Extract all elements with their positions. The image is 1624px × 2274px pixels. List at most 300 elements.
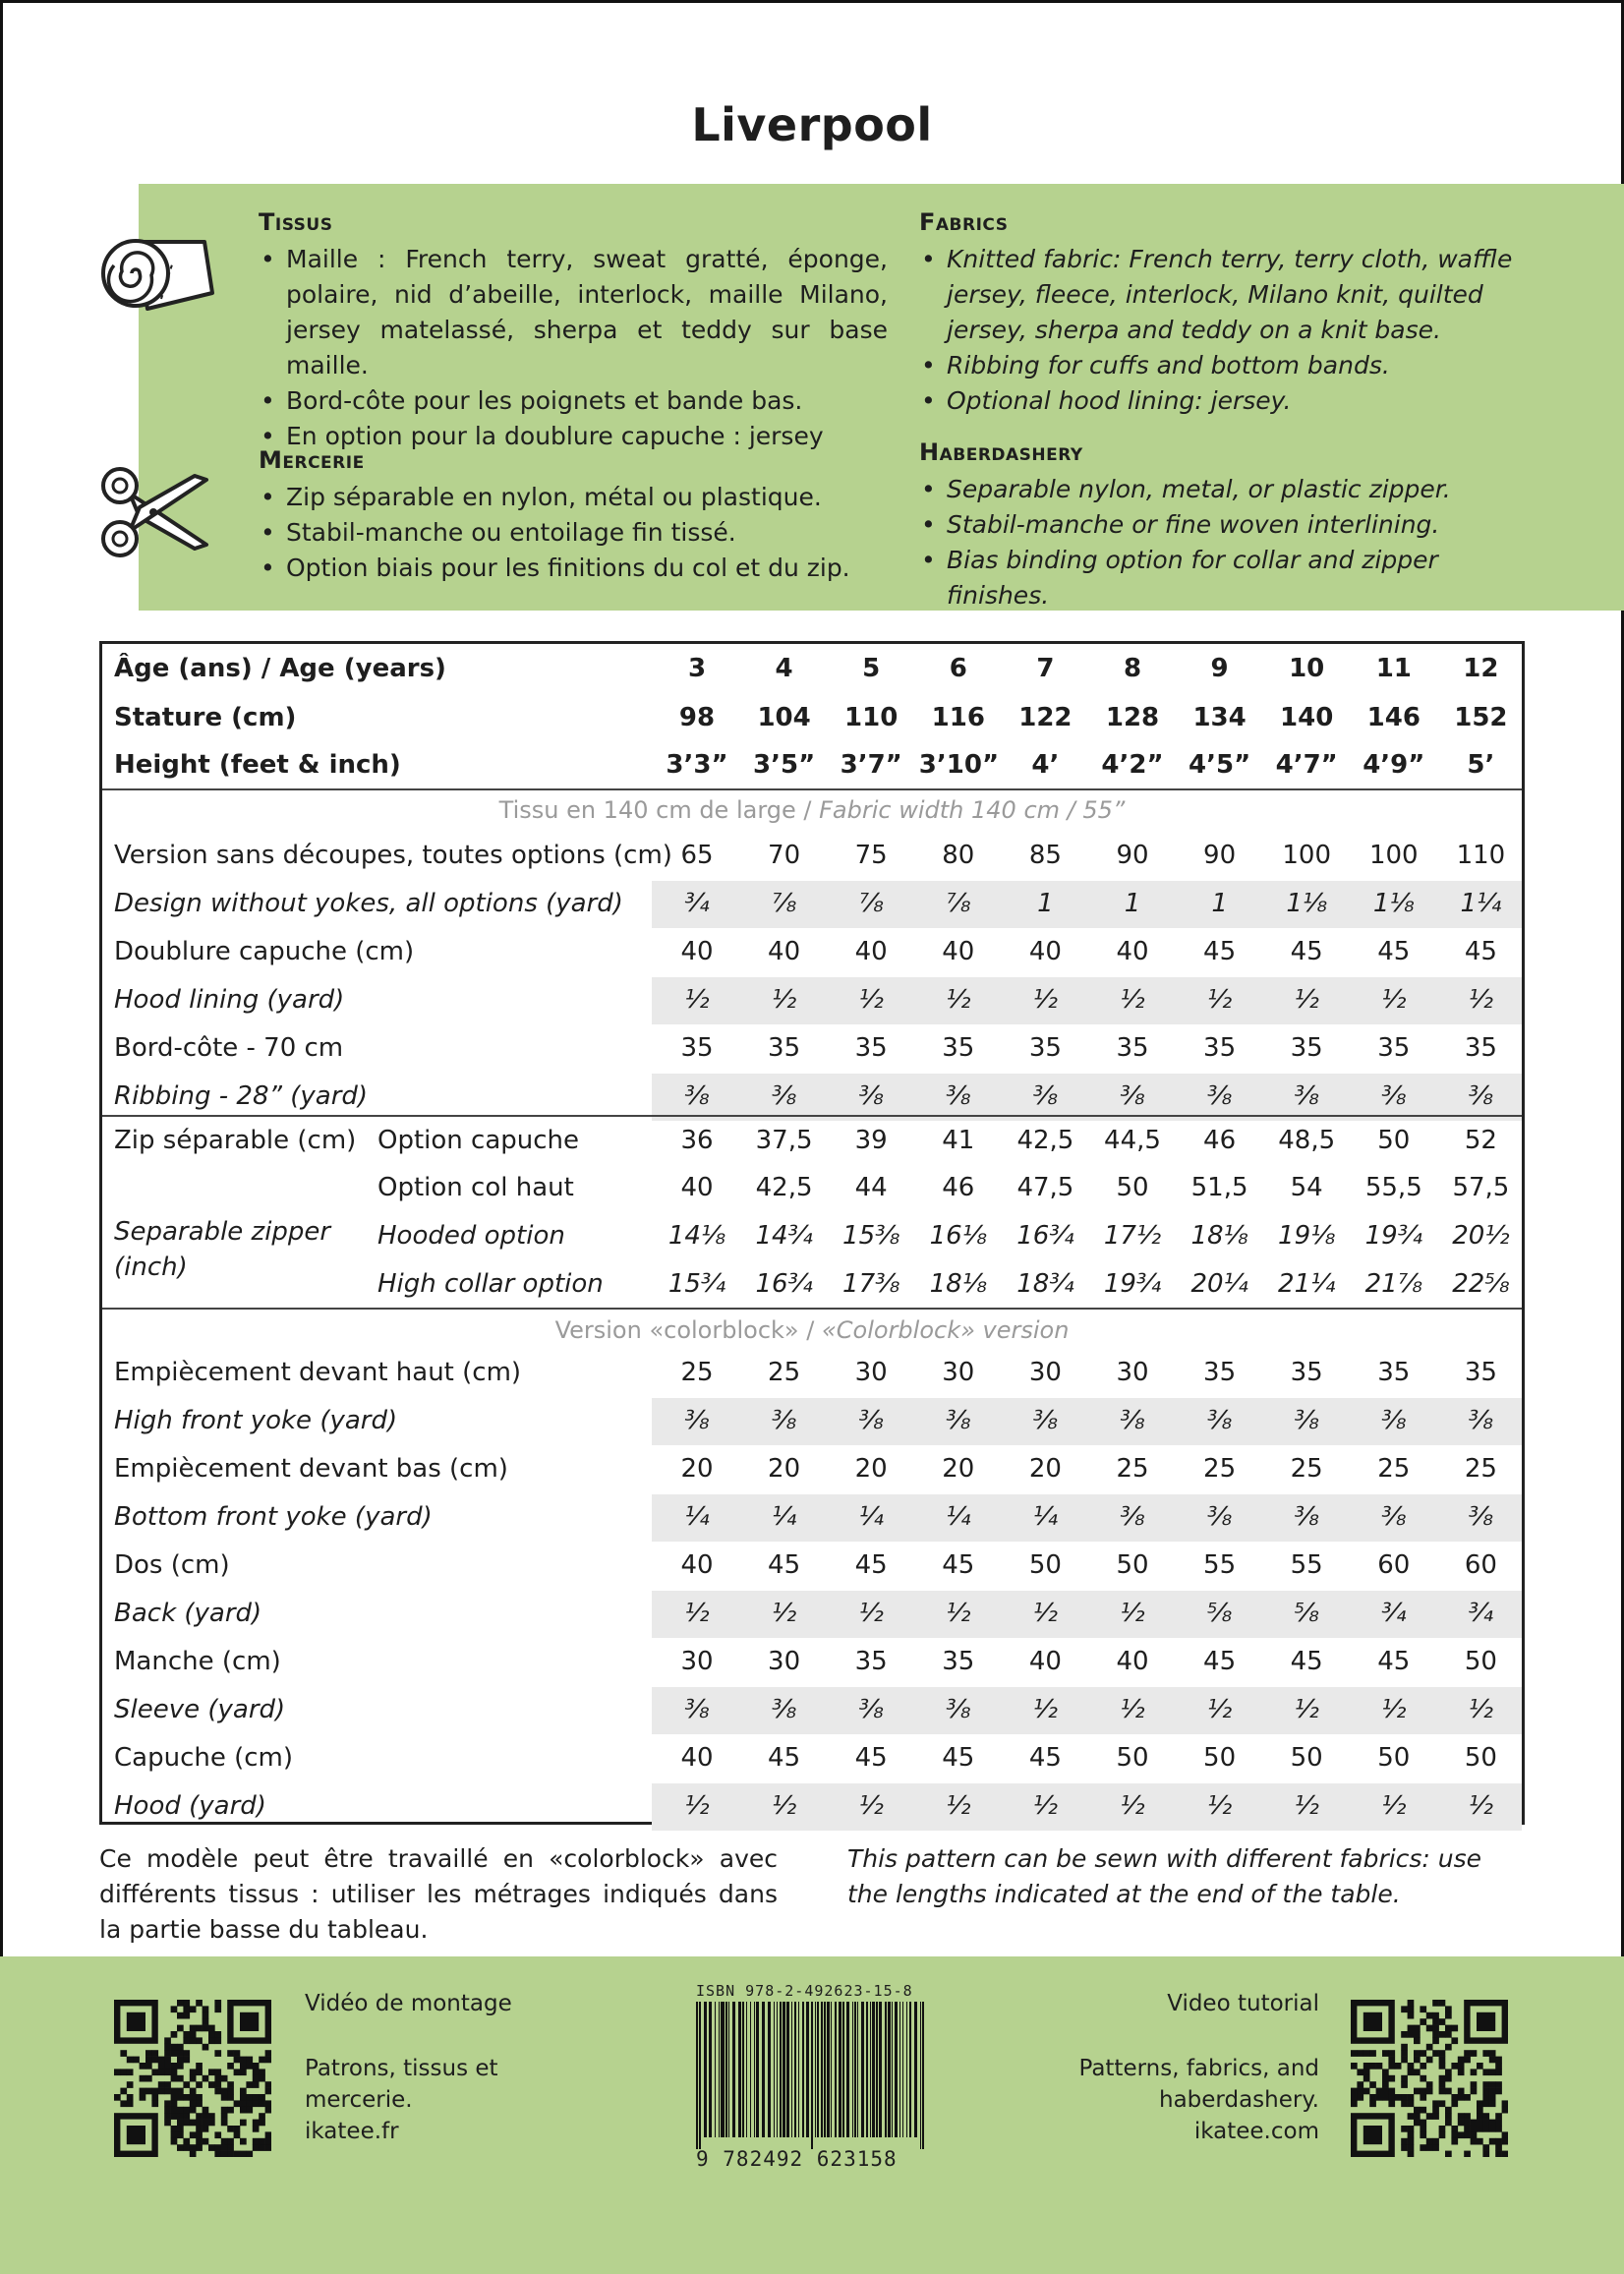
row-cell: ⅜ [1381, 1081, 1407, 1111]
row-cell: 100 [1368, 841, 1419, 870]
zip-row-cell: 20½ [1452, 1221, 1510, 1251]
tissus-section [259, 208, 888, 454]
row-label: Sleeve (yard) [114, 1695, 286, 1724]
header-cell: 3’10” [918, 750, 1000, 780]
zip-row-cell: 19⅛ [1278, 1221, 1336, 1251]
zip-row-cell: 46 [1203, 1126, 1237, 1155]
row-cell: ¼ [858, 1502, 884, 1532]
row-cell: ⅜ [1294, 1081, 1319, 1111]
row-label: Doublure capuche (cm) [114, 937, 415, 966]
row-cell: ⅞ [771, 889, 797, 918]
zip-row-cell: 50 [1377, 1126, 1411, 1155]
row-cell: ½ [684, 1791, 710, 1821]
row-cell: ⅜ [1468, 1502, 1493, 1532]
row-cell: 50 [1464, 1743, 1497, 1773]
table-divider [102, 788, 1522, 790]
zip-row-cell: 48,5 [1278, 1126, 1336, 1155]
row-cell: 65 [680, 841, 714, 870]
header-cell: 152 [1454, 703, 1508, 732]
row-cell: 35 [768, 1033, 801, 1063]
row-cell: 1 [1124, 889, 1141, 918]
row-cell: 45 [768, 1743, 801, 1773]
row-cell: ½ [1032, 985, 1058, 1015]
zip-row-cell: 54 [1290, 1173, 1323, 1202]
fabric-roll-icon [96, 222, 214, 321]
row-cell: 25 [1464, 1454, 1497, 1484]
section-title-fabric-width [102, 796, 1522, 824]
row-cell: 110 [1456, 841, 1506, 870]
row-label: High front yoke (yard) [114, 1406, 398, 1435]
row-label: Dos (cm) [114, 1550, 230, 1580]
footer-left-text [305, 1988, 600, 2147]
row-cell: 45 [1290, 937, 1323, 966]
zip-row-cell: 52 [1464, 1126, 1497, 1155]
row-cell: 40 [1116, 1647, 1149, 1676]
haberdashery-heading: Haberdashery [919, 438, 1083, 466]
row-cell: ⅜ [1120, 1502, 1145, 1532]
row-cell: ½ [1468, 1695, 1493, 1724]
header-cell: 11 [1375, 654, 1412, 683]
row-cell: 35 [1464, 1358, 1497, 1387]
row-cell: ⅜ [858, 1081, 884, 1111]
row-cell: ½ [771, 985, 797, 1015]
section-title-en: Fabric width 140 cm / 55” [819, 796, 1126, 824]
zip-label-inch: Separable zipper (inch) [114, 1217, 331, 1282]
row-cell: ¾ [1381, 1599, 1407, 1628]
zip-row-cell: 42,5 [1016, 1126, 1074, 1155]
row-cell: 45 [1028, 1743, 1062, 1773]
row-cell: 1⅛ [1286, 889, 1328, 918]
row-cell: 90 [1116, 841, 1149, 870]
header-cell: 146 [1366, 703, 1421, 732]
header-cell: 4 [775, 654, 793, 683]
row-cell: ½ [1381, 1791, 1407, 1821]
row-cell: 55 [1203, 1550, 1237, 1580]
video-link-fr[interactable]: Vidéo de montage [305, 1991, 512, 2016]
row-cell: ⅜ [684, 1406, 710, 1435]
row-cell: ⅜ [1294, 1502, 1319, 1532]
zip-option-label: Hooded option [377, 1221, 565, 1251]
row-cell: 40 [854, 937, 888, 966]
zip-row-cell: 18⅛ [1190, 1221, 1248, 1251]
header-cell: 8 [1123, 654, 1142, 683]
row-cell: 60 [1464, 1550, 1497, 1580]
row-cell: 35 [1377, 1033, 1411, 1063]
row-cell: 40 [680, 1743, 714, 1773]
row-cell: ⅜ [946, 1695, 971, 1724]
row-cell: ½ [684, 985, 710, 1015]
row-cell: 25 [1377, 1454, 1411, 1484]
row-cell: ⅝ [1206, 1599, 1233, 1628]
row-label: Hood lining (yard) [114, 985, 345, 1015]
row-cell: 50 [1464, 1647, 1497, 1676]
fabrics-item: • Optional hood lining: jersey. [919, 383, 1534, 419]
row-cell: 40 [680, 937, 714, 966]
fabrics-item: • Ribbing for cuffs and bottom bands. [919, 348, 1534, 383]
row-cell: ⅜ [771, 1406, 797, 1435]
row-cell: 25 [768, 1358, 801, 1387]
barcode-number: 9 782492 623158 [696, 2147, 898, 2171]
row-cell: ⅜ [946, 1081, 971, 1111]
row-cell: ⅜ [684, 1695, 710, 1724]
zip-row-cell: 39 [854, 1126, 888, 1155]
header-label: Âge (ans) / Age (years) [114, 654, 446, 683]
zip-row-cell: 44 [854, 1173, 888, 1202]
row-cell: ½ [1032, 1599, 1058, 1628]
row-label: Empiècement devant haut (cm) [114, 1358, 522, 1387]
zip-row-cell: 51,5 [1190, 1173, 1248, 1202]
zip-row-cell: 19¾ [1103, 1269, 1162, 1299]
barcode [696, 2002, 928, 2149]
row-cell: 35 [942, 1033, 975, 1063]
row-cell: ½ [946, 1791, 971, 1821]
row-cell: 80 [942, 841, 975, 870]
row-cell: 45 [942, 1550, 975, 1580]
zip-row-cell: 15¾ [667, 1269, 726, 1299]
row-cell: 40 [680, 1550, 714, 1580]
row-cell: ½ [1120, 985, 1145, 1015]
row-label: Bottom front yoke (yard) [114, 1502, 433, 1532]
row-cell: 35 [942, 1647, 975, 1676]
page-title: Liverpool [691, 98, 933, 151]
row-cell: 35 [1203, 1358, 1237, 1387]
zip-row-cell: 55,5 [1364, 1173, 1422, 1202]
row-cell: 35 [1290, 1033, 1323, 1063]
row-cell: 30 [942, 1358, 975, 1387]
row-cell: ⅜ [1206, 1406, 1233, 1435]
row-cell: 40 [768, 937, 801, 966]
row-cell: 35 [854, 1033, 888, 1063]
row-cell: ⅜ [1468, 1081, 1493, 1111]
mercerie-item: • Stabil-manche ou entoilage fin tissé. [259, 515, 888, 551]
row-cell: 35 [680, 1033, 714, 1063]
row-cell: ⅜ [1032, 1406, 1058, 1435]
zip-row-cell: 18¾ [1016, 1269, 1074, 1299]
size-table [99, 641, 1525, 1825]
zip-row-cell: 42,5 [755, 1173, 813, 1202]
zip-row-cell: 16⅛ [929, 1221, 987, 1251]
row-cell: ⅜ [1032, 1081, 1058, 1111]
haberdashery-item: • Bias binding option for collar and zipper finishes. [919, 543, 1538, 613]
row-cell: ½ [684, 1599, 710, 1628]
mercerie-heading: Mercerie [259, 446, 365, 474]
row-label: Manche (cm) [114, 1647, 281, 1676]
row-cell: ⅜ [1381, 1406, 1407, 1435]
row-cell: ½ [1120, 1791, 1145, 1821]
row-cell: 25 [1290, 1454, 1323, 1484]
zip-row-cell: 36 [680, 1126, 714, 1155]
footer-left-line2: mercerie. [305, 2087, 413, 2113]
row-label: Back (yard) [114, 1599, 262, 1628]
row-cell: 40 [942, 937, 975, 966]
zip-row-cell: 18⅛ [929, 1269, 987, 1299]
qr-code-right[interactable] [1351, 2000, 1508, 2157]
zip-row-cell: 20¼ [1190, 1269, 1248, 1299]
row-label: Design without yokes, all options (yard) [114, 889, 623, 918]
row-label: Ribbing - 28” (yard) [114, 1081, 369, 1111]
row-cell: ½ [1206, 1791, 1233, 1821]
row-cell: 1 [1211, 889, 1228, 918]
section-title-fr: Version «colorblock» / [554, 1316, 822, 1344]
row-cell: 40 [1028, 937, 1062, 966]
section-title-en: «Colorblock» version [821, 1316, 1070, 1344]
zip-row-cell: 22⅝ [1452, 1269, 1510, 1299]
header-cell: 116 [931, 703, 985, 732]
row-cell: 40 [1028, 1647, 1062, 1676]
header-cell: 110 [844, 703, 899, 732]
table-divider [102, 1308, 1522, 1310]
row-cell: ⅜ [771, 1695, 797, 1724]
header-cell: 98 [678, 703, 716, 732]
row-cell: ¼ [771, 1502, 797, 1532]
zip-option-label: Option col haut [377, 1173, 574, 1202]
row-cell: 45 [1203, 1647, 1237, 1676]
row-cell: 50 [1028, 1550, 1062, 1580]
row-cell: ¼ [946, 1502, 971, 1532]
row-cell: ½ [1381, 1695, 1407, 1724]
header-cell: 9 [1210, 654, 1229, 683]
fabrics-section [919, 208, 1534, 419]
row-cell: ½ [1120, 1599, 1145, 1628]
row-cell: 30 [854, 1358, 888, 1387]
zip-row-cell: 16¾ [1016, 1221, 1074, 1251]
website-en[interactable]: ikatee.com [1193, 2119, 1319, 2144]
row-cell: ½ [1294, 1695, 1319, 1724]
row-cell: ⅜ [1381, 1502, 1407, 1532]
row-cell: ½ [1294, 1791, 1319, 1821]
row-cell: 35 [1377, 1358, 1411, 1387]
row-cell: ½ [858, 1599, 884, 1628]
row-cell: ⅞ [946, 889, 971, 918]
row-cell: 45 [1377, 1647, 1411, 1676]
row-cell: 50 [1290, 1743, 1323, 1773]
header-cell: 134 [1192, 703, 1247, 732]
row-cell: 70 [768, 841, 801, 870]
zip-option-label: Option capuche [377, 1126, 580, 1155]
row-cell: 45 [1203, 937, 1237, 966]
haberdashery-item: • Stabil-manche or fine woven interlining. [919, 507, 1538, 543]
zip-row-cell: 44,5 [1104, 1126, 1161, 1155]
row-cell: ⅜ [1120, 1406, 1145, 1435]
row-cell: 35 [1028, 1033, 1062, 1063]
header-cell: 4’5” [1189, 750, 1251, 780]
row-cell: ½ [1032, 1695, 1058, 1724]
row-cell: 50 [1377, 1743, 1411, 1773]
row-label: Bord-côte - 70 cm [114, 1033, 344, 1063]
row-cell: 25 [680, 1358, 714, 1387]
row-cell: ⅜ [858, 1695, 884, 1724]
header-cell: 5’ [1467, 750, 1495, 780]
header-cell: 4’7” [1275, 750, 1338, 780]
zip-row-cell: 47,5 [1016, 1173, 1074, 1202]
row-cell: ⅜ [1468, 1406, 1493, 1435]
row-cell: ½ [771, 1599, 797, 1628]
footer-left-line1: Patrons, tissus et [305, 2056, 498, 2081]
row-cell: 30 [1028, 1358, 1062, 1387]
row-cell: 25 [1116, 1454, 1149, 1484]
tissus-item: • En option pour la doublure capuche : jersey [259, 419, 888, 454]
header-label: Stature (cm) [114, 703, 297, 732]
zip-row-cell: 57,5 [1452, 1173, 1510, 1202]
row-cell: 35 [1464, 1033, 1497, 1063]
row-cell: ⅜ [684, 1081, 710, 1111]
haberdashery-item: • Separable nylon, metal, or plastic zipper. [919, 472, 1538, 507]
row-cell: 45 [1377, 937, 1411, 966]
row-cell: ½ [1468, 1791, 1493, 1821]
row-cell: 85 [1028, 841, 1062, 870]
row-cell: ⅜ [1120, 1081, 1145, 1111]
row-cell: 50 [1203, 1743, 1237, 1773]
header-cell: 12 [1463, 654, 1499, 683]
header-cell: 128 [1105, 703, 1160, 732]
row-cell: ¼ [684, 1502, 710, 1532]
fabrics-heading: Fabrics [919, 208, 1009, 236]
row-cell: ½ [858, 985, 884, 1015]
row-cell: ½ [858, 1791, 884, 1821]
zip-option-label: High collar option [377, 1269, 604, 1299]
zip-row-cell: 21¼ [1278, 1269, 1336, 1299]
row-cell: 20 [854, 1454, 888, 1484]
zip-row-cell: 50 [1116, 1173, 1149, 1202]
row-cell: ½ [1206, 1695, 1233, 1724]
table-divider [102, 1115, 1522, 1117]
row-cell: 45 [942, 1743, 975, 1773]
row-cell: ½ [946, 1599, 971, 1628]
row-cell: ⅝ [1294, 1599, 1319, 1628]
row-cell: ¾ [1468, 1599, 1493, 1628]
zip-row-cell: 19¾ [1364, 1221, 1422, 1251]
row-cell: ½ [771, 1791, 797, 1821]
header-cell: 5 [862, 654, 881, 683]
row-cell: ½ [946, 985, 971, 1015]
row-cell: 20 [1028, 1454, 1062, 1484]
header-cell: 104 [757, 703, 811, 732]
row-cell: 1¼ [1460, 889, 1502, 918]
haberdashery-section [919, 438, 1538, 613]
header-cell: 140 [1280, 703, 1334, 732]
row-cell: ½ [1294, 985, 1319, 1015]
header-cell: 4’2” [1101, 750, 1164, 780]
tissus-heading: Tissus [259, 208, 333, 236]
header-label: Height (feet & inch) [114, 750, 401, 780]
row-cell: 40 [1116, 937, 1149, 966]
zip-row-cell: 21⅞ [1364, 1269, 1422, 1299]
qr-code-left[interactable] [114, 2000, 271, 2157]
row-cell: 20 [680, 1454, 714, 1484]
row-cell: 90 [1203, 841, 1237, 870]
row-cell: ⅜ [1206, 1502, 1233, 1532]
row-cell: 45 [768, 1550, 801, 1580]
header-cell: 3’3” [666, 750, 728, 780]
header-cell: 3 [687, 654, 707, 683]
website-fr[interactable]: ikatee.fr [305, 2119, 399, 2144]
row-label: Hood (yard) [114, 1791, 266, 1821]
row-cell: ⅞ [858, 889, 884, 918]
row-cell: ½ [1032, 1791, 1058, 1821]
zip-label-cm: Zip séparable (cm) [114, 1126, 357, 1155]
header-cell: 4’ [1031, 750, 1060, 780]
row-cell: 55 [1290, 1550, 1323, 1580]
row-cell: 50 [1116, 1743, 1149, 1773]
row-cell: 45 [854, 1550, 888, 1580]
zip-row-cell: 40 [680, 1173, 714, 1202]
zip-row-cell: 17⅜ [842, 1269, 900, 1299]
header-cell: 7 [1036, 654, 1055, 683]
zip-row-cell: 14⅛ [667, 1221, 726, 1251]
row-cell: 30 [680, 1647, 714, 1676]
colorblock-note-en: This pattern can be sewn with different fabrics: use the lengths indicated at the end of the table. [847, 1844, 1482, 1908]
row-cell: 20 [768, 1454, 801, 1484]
row-cell: ⅜ [858, 1406, 884, 1435]
mercerie-item: • Zip séparable en nylon, métal ou plastique. [259, 480, 888, 515]
isbn-text: ISBN 978-2-492623-15-8 [696, 1982, 913, 2000]
fabrics-item: • Knitted fabric: French terry, terry cloth, waffle jersey, fleece, interlock, Milano knit, quilted jersey, sherpa and teddy on a knit base. [919, 242, 1534, 348]
row-cell: ½ [1206, 985, 1233, 1015]
row-cell: 30 [1116, 1358, 1149, 1387]
footer-right-text [1024, 1988, 1319, 2147]
row-cell: 50 [1116, 1550, 1149, 1580]
header-cell: 10 [1289, 654, 1325, 683]
row-cell: 1 [1037, 889, 1054, 918]
row-label: Empiècement devant bas (cm) [114, 1454, 508, 1484]
row-cell: 35 [854, 1647, 888, 1676]
row-cell: ½ [1468, 985, 1493, 1015]
header-cell: 4’9” [1363, 750, 1425, 780]
tissus-item: • Bord-côte pour les poignets et bande bas. [259, 383, 888, 419]
row-cell: 1⅛ [1372, 889, 1415, 918]
zip-row-cell: 46 [942, 1173, 975, 1202]
header-cell: 122 [1018, 703, 1073, 732]
video-link-en[interactable]: Video tutorial [1167, 1991, 1319, 2016]
header-cell: 6 [949, 654, 967, 683]
section-title-colorblock [102, 1316, 1522, 1344]
section-title-fr: Tissu en 140 cm de large / [498, 796, 820, 824]
row-cell: ⅜ [946, 1406, 971, 1435]
row-cell: 35 [1116, 1033, 1149, 1063]
row-cell: 60 [1377, 1550, 1411, 1580]
row-cell: 75 [854, 841, 888, 870]
header-cell: 3’7” [840, 750, 902, 780]
footer-right-line2: haberdashery. [1159, 2087, 1319, 2113]
row-cell: ¼ [1032, 1502, 1058, 1532]
row-cell: 35 [1290, 1358, 1323, 1387]
header-cell: 3’5” [753, 750, 816, 780]
row-cell: 25 [1203, 1454, 1237, 1484]
row-cell: ⅜ [1294, 1406, 1319, 1435]
colorblock-note-fr: Ce modèle peut être travaillé en «colorblock» avec différents tissus : utiliser les métrages indiqués dans la partie basse du tableau. [99, 1844, 778, 1944]
row-cell: 30 [768, 1647, 801, 1676]
scissors-icon [100, 466, 210, 558]
zip-row-cell: 41 [942, 1126, 975, 1155]
row-cell: ¾ [684, 889, 710, 918]
row-cell: 45 [854, 1743, 888, 1773]
row-label: Version sans découpes, toutes options (cm) [114, 841, 672, 870]
row-cell: ½ [1120, 1695, 1145, 1724]
row-cell: 20 [942, 1454, 975, 1484]
zip-row-cell: 15⅜ [842, 1221, 900, 1251]
row-cell: ½ [1381, 985, 1407, 1015]
row-cell: 45 [1290, 1647, 1323, 1676]
mercerie-item: • Option biais pour les finitions du col et du zip. [259, 551, 888, 586]
zip-row-cell: 37,5 [755, 1126, 813, 1155]
zip-row-cell: 14¾ [755, 1221, 813, 1251]
row-cell: ⅜ [1206, 1081, 1233, 1111]
row-cell: 45 [1464, 937, 1497, 966]
mercerie-section [259, 446, 888, 586]
row-cell: 100 [1282, 841, 1331, 870]
row-cell: 35 [1203, 1033, 1237, 1063]
tissus-item: • Maille : French terry, sweat gratté, éponge, polaire, nid d’abeille, interlock, maille Milano, jersey matelassé, sherpa et teddy sur base maille. [259, 242, 888, 383]
